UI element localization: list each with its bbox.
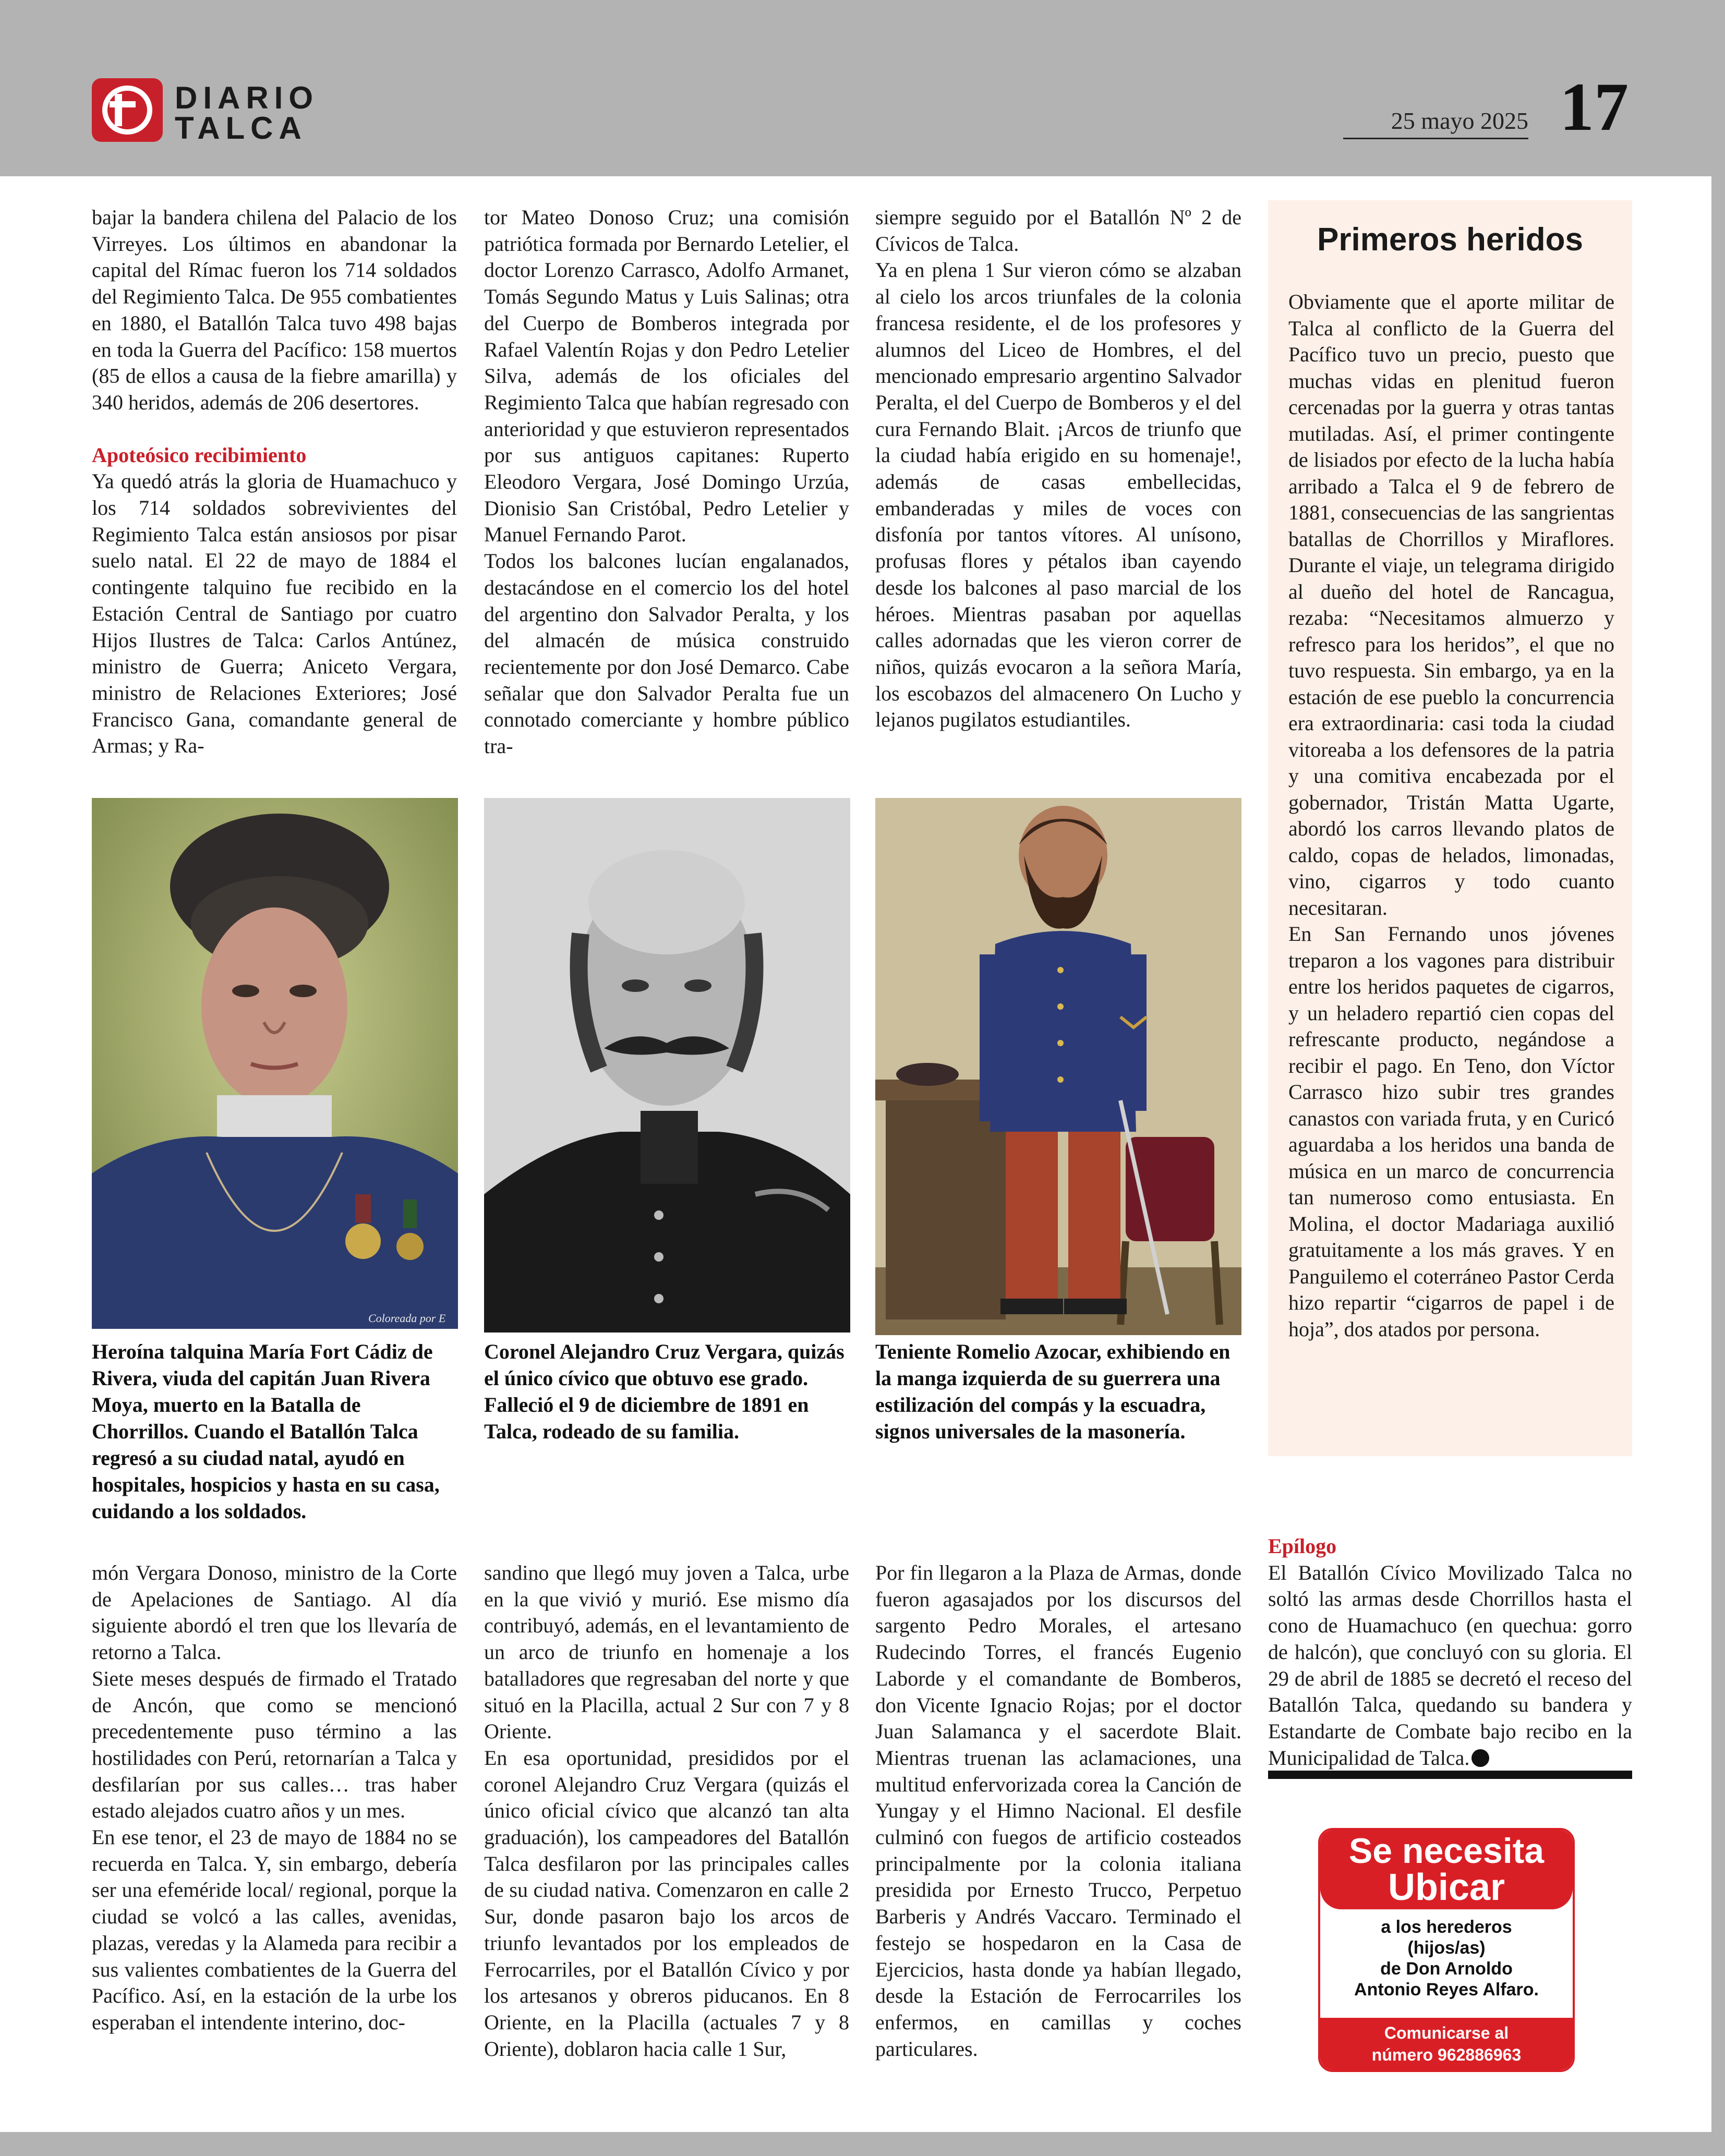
paragraph: món Vergara Donoso, ministro de la Corte de Apelaciones de Santiago. Al día siguiente abordó el tren que los llevaría de retorno a Talca. [92,1561,457,1664]
paragraph: Por fin llegaron a la Plaza de Armas, donde fueron agasajados por los discursos del sargento Pedro Morales, el artesano Rudecindo Torres, el francés Eugenio Laborde y el comandante de Bomberos, don Vicente Ignacio Rojas; por el doctor Juan Salamanca y el sacerdote Blait. Mientras truenan las aclamaciones, una multitud enfervorizada corea la Canción de Yungay y el Himno Nacional. El desfile culminó con fuegos de artificio costeados principalmente por la colonia italiana presidida por Ernesto Trucco, Perpetuo Barberis y Andrés Vaccaro. Terminado el festejo se hospedaron en la Casa de Ejercicios, hasta donde ya habían llegado, desde la Estación de Ferrocarriles los enfermos, en camillas y coches particulares. [875,1561,1241,2061]
paragraph: bajar la bandera chilena del Palacio de los Virreyes. Los últimos en abandonar la capital del Rímac fueron los 714 soldados del Regimiento Talca. De 955 combatientes en 1880, el Batallón Talca tuvo 498 bajas en toda la Guerra del Pacífico: 158 muertos (85 de ellos a causa de la fiebre amarilla) y 340 heridos, además de 206 desertores. [92,205,457,414]
photo-teniente-azocar [875,798,1241,1335]
issue-date: 25 mayo 2025 [1343,107,1528,139]
ad-title-line-1: Se necesita [1348,1831,1545,1871]
sidebar-title: Primeros heridos [1317,222,1583,258]
caption-teniente: Teniente Romelio Azocar, exhibiendo en la manga izquierda de su guerrera una estilización del compás y la escuadra, signos universales de la masonería. [875,1340,1231,1443]
column-1-bottom [92,1560,457,2036]
paragraph: Obviamente que el aporte militar de Talca al conflicto de la Guerra del Pacífico tuvo un precio, puesto que muchas vidas en plenitud fueron cercenadas por la guerra y otras tantas mutiladas. Así, el primer contingente de lisiados por efecto de la lucha había arribado a Talca el 9 de febrero de 1881, consecuencias de las sangrientas batallas de Chorrillos y Miraflores. Durante el viaje, un telegrama dirigido al dueño del hotel de Rancagua, rezaba: “Necesitamos almuerzo y refresco para los heridos”, el que no tuvo respuesta. Sin embargo, ya en la estación de ese pueblo la concurrencia era extraordinaria: casi toda la ciudad vitoreaba a los defensores de la patria y una comitiva encabezada por el gobernador, Tristán Matta Ugarte, abordó los carros llevando platos de caldo, copas de helados, limonadas, vino, cigarros y todo cuanto necesitaran. [1288,290,1614,919]
sidebar-body [1288,289,1614,1342]
paragraph: Ya quedó atrás la gloria de Huamachuco y los 714 soldados sobrevivientes del Regimiento Talca están ansiosos por pisar suelo natal. El 22 de mayo de 1884 el contingente talquino fue recibido en la Estación Central de Santiago por cuatro Hijos Ilustres de Talca: Carlos Antúnez, ministro de Guerra; Aniceto Vergara, ministro de Relaciones Exteriores; José Francisco Gana, comandante general de Armas; y Ra- [92,469,457,758]
caption-maria-fort: Heroína talquina María Fort Cádiz de Rivera, viuda del capitán Juan Rivera Moya, muerto en la Batalla de Chorrillos. Cuando el Batallón Talca regresó a su ciudad natal, ayudó en hospitales, hospicios y hasta en su casa, cuidando a los soldados. [92,1340,440,1523]
epilogo-text: El Batallón Cívico Movilizado Talca no soltó las armas desde Chorrillos hasta el cono de Huamachuco (en quechua: gorro de halcón), que concluyó con su gloria. El 29 de abril de 1885 se decretó el receso del Batallón Talca, quedando su bandera y Estandarte de Combate bajo recibo en la Municipalidad de Talca. [1268,1560,1632,1770]
paragraph: tor Mateo Donoso Cruz; una comisión patriótica formada por Bernardo Letelier, el doctor Lorenzo Carrasco, Adolfo Armanet, Tomás Segundo Matus y Luis Salinas; otra del Cuerpo de Bomberos integrada por Rafael Valentín Rojas y don Pedro Letelier Silva, además de los oficiales del Regimiento Talca que habían regresado con anterioridad y que estuvieron representados por sus antiguos capitanes: Ruperto Eleodoro Vergara, José Domingo Urzúa, Dionisio San Cristóbal, Pedro Letelier y Manuel Fernando Parot. [484,205,849,547]
classified-ad [1268,1771,1632,2089]
colorized-signature: Coloreada por E [368,1312,446,1325]
ad-box [1318,1828,1575,2072]
brand-line-1: DIARIO [175,80,319,115]
paragraph: En San Fernando unos jóvenes treparon a los vagones para distribuir entre los heridos paquetes de cigarros, y un heladero repartió cien copas del refrescante producto, negándose a recibir el pago. En Teno, don Víctor Carrasco hizo subir tres grandes canastos con variada fruta, y en Curicó aguardaba a los heridos una banda de música en un marco de concurrencia tan numeroso como entusiasta. En Molina, el doctor Madariaga auxilió gratuitamente a los más graves. Y en Panguilemo el coterráneo Pastor Cerda hizo repartir “cigarros de papel i de hoja”, dos atados por persona. [1288,922,1614,1341]
subheading-epilogo: Epílogo [1268,1534,1337,1558]
column-2-top [484,204,849,760]
portrait-woman-icon [92,798,458,1329]
ad-contact-line: Comunicarse al [1384,2024,1509,2042]
end-of-article-icon [1471,1749,1489,1767]
ad-line: Antonio Reyes Alfaro. [1354,1980,1539,2000]
ad-line: de Don Arnoldo [1380,1959,1513,1979]
ad-contact [1320,2018,1573,2070]
paragraph [1268,1560,1632,1772]
ad-header [1320,1830,1573,1909]
diario-talca-logo-icon [92,78,163,142]
paragraph: En esa oportunidad, presididos por el coronel Alejandro Cruz Vergara (quizás el único oficial cívico que alcanzó tan alta graduación), los campeadores del Batallón Talca desfilaron por las principales calles de su ciudad nativa. Comenzaron en calle 2 Sur, donde pasaron bajo los arcos de triunfo levantados por los empleados de Ferrocarriles, por el Batallón Cívico y por los artesanos y obreros piducanos. En 8 Oriente, en la Placilla (actuales 7 y 8 Oriente), doblaron hacia calle 1 Sur, [484,1746,849,2061]
column-3-bottom [875,1560,1241,2062]
ad-divider [1268,1771,1632,1779]
ad-line: a los herederos [1381,1917,1512,1937]
portrait-officer-bw-icon [484,798,850,1333]
subheading-recibimiento: Apoteósico recibimiento [92,443,307,467]
paragraph: Siete meses después de firmado el Tratado de Ancón, que como se mencionó precedentemente puso término a las hostilidades con Perú, retornarían a Talca y desfilarían por sus calles… tras haber estado alejados cuatro años y un mes. [92,1666,457,1823]
column-1-top [92,204,457,759]
paragraph: sandino que llegó muy joven a Talca, urbe en la que vivió y murió. Ese mismo día contribuyó, además, en el levantamiento de un arco de triunfo en homenaje a los batalladores que regresaban del norte y que situó en la Placilla, actual 2 Sur con 7 y 8 Oriente. [484,1561,849,1743]
brand-line-2: TALCA [175,111,307,146]
paragraph: Todos los balcones lucían engalanados, destacándose en el comercio los del hotel del argentino don Salvador Peralta, y los del almacén de música construido recientemente por don José Demarco. Cabe señalar que don Salvador Peralta fue un connotado comerciante y hombre público tra- [484,549,849,758]
paragraph: En ese tenor, el 23 de mayo de 1884 no se recuerda en Talca. Y, sin embargo, debería ser una efeméride local/ regional, porque la ciudad se volcó a las calles, avenidas, plazas, veredas y la Alameda para recibir a sus valientes combatientes de la Guerra del Pacífico. Así, en la estación de la urbe los esperaban el intendente interino, doc- [92,1825,457,2034]
portrait-lieutenant-icon [875,798,1241,1335]
photo-maria-fort [92,798,458,1329]
sidebar-primeros-heridos [1268,200,1632,1456]
column-2-bottom [484,1560,849,2062]
column-3-top [875,204,1241,733]
photo-coronel-cruz-vergara [484,798,850,1333]
caption-coronel: Coronel Alejandro Cruz Vergara, quizás el único cívico que obtuvo ese grado. Falleció el 9 de diciembre de 1891 en Talca, rodeado de su familia. [484,1340,845,1443]
ad-title-line-2: Ubicar [1388,1867,1505,1908]
page-number: 17 [1560,68,1629,145]
ad-body [1320,1917,1573,2000]
column-epilogo [1268,1533,1632,1771]
ad-line: (hijos/as) [1407,1938,1486,1958]
page-header [0,0,1725,176]
paragraph: siempre seguido por el Batallón Nº 2 de Cívicos de Talca. [875,205,1241,256]
paragraph: Ya en plena 1 Sur vieron cómo se alzaban al cielo los arcos triunfales de la colonia francesa residente, el de los profesores y alumnos del Liceo de Hombres, el del mencionado empresario argentino Salvador Peralta, el del Cuerpo de Bomberos y el del cura Fernando Blait. ¡Arcos de triunfo que la ciudad había erigido en su homenaje!, además de casas embellecidas, embanderadas y miles de voces con disfonía por tantos vítores. Al unísono, profusas flores y pétalos iban cayendo desde los balcones al paso marcial de los héroes. Mientras pasaban por aquellas calles adornadas que les vieron correr de niños, quizás evocaron a la señora María, los escobazos del almacenero On Lucho y lejanos pugilatos estudiantiles. [875,258,1241,732]
ad-phone: número 962886963 [1371,2045,1522,2064]
